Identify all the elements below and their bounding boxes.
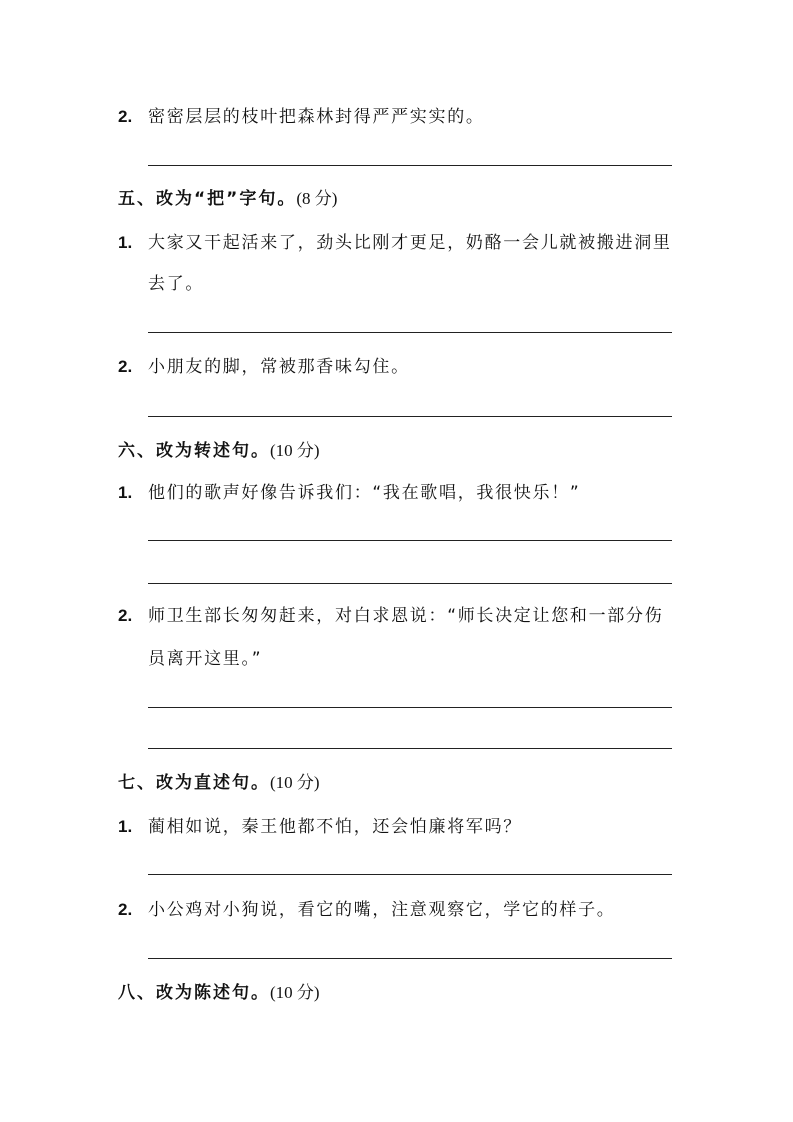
question-text: 蔺相如说，秦王他都不怕，还会怕廉将军吗？ bbox=[148, 817, 522, 837]
question-number: 1. bbox=[118, 233, 133, 252]
question-text: 大家又干起活来了，劲头比刚才更足，奶酪一会儿就被搬进洞里 bbox=[148, 233, 672, 253]
section-title: 六、改为转述句。 bbox=[118, 441, 270, 461]
question-s6-2-continuation bbox=[148, 648, 262, 670]
section-title: 五、改为“把”字句。 bbox=[118, 189, 297, 209]
question-number: 1. bbox=[118, 817, 133, 836]
question-number: 2. bbox=[118, 357, 133, 376]
section-heading-5 bbox=[118, 188, 337, 210]
question-s5-1 bbox=[118, 232, 672, 254]
question-number: 2. bbox=[118, 900, 133, 919]
question-number: 2. bbox=[118, 107, 133, 126]
answer-line bbox=[148, 165, 672, 166]
answer-line bbox=[148, 874, 672, 875]
question-s6-2 bbox=[118, 605, 663, 627]
section-title: 八、改为陈述句。 bbox=[118, 983, 270, 1003]
section-score: (8 分) bbox=[296, 189, 338, 208]
question-s7-2 bbox=[118, 899, 616, 921]
question-number: 2. bbox=[118, 606, 133, 625]
question-s5-1-continuation bbox=[148, 273, 204, 295]
section-score: (10 分) bbox=[270, 441, 320, 460]
section-heading-6 bbox=[118, 440, 320, 462]
answer-line bbox=[148, 958, 672, 959]
answer-line bbox=[148, 583, 672, 584]
question-s6-1 bbox=[118, 482, 580, 504]
question-text: 员离开这里。” bbox=[148, 649, 263, 669]
question-s5-2 bbox=[118, 356, 410, 378]
question-text: 小朋友的脚，常被那香味勾住。 bbox=[148, 357, 410, 377]
section-title: 七、改为直述句。 bbox=[118, 773, 270, 793]
section-score: (10 分) bbox=[270, 983, 320, 1002]
question-text: 他们的歌声好像告诉我们：“我在歌唱，我很快乐！” bbox=[148, 483, 581, 503]
answer-line bbox=[148, 416, 672, 417]
question-text: 小公鸡对小狗说，看它的嘴，注意观察它，学它的样子。 bbox=[148, 900, 616, 920]
answer-line bbox=[148, 332, 672, 333]
answer-line bbox=[148, 707, 672, 708]
question-s7-1 bbox=[118, 816, 522, 838]
question-number: 1. bbox=[118, 483, 133, 502]
question-text: 去了。 bbox=[148, 274, 205, 294]
answer-line bbox=[148, 748, 672, 749]
section-heading-7 bbox=[118, 772, 320, 794]
answer-line bbox=[148, 540, 672, 541]
section-score: (10 分) bbox=[270, 773, 320, 792]
section-heading-8 bbox=[118, 982, 320, 1004]
question-text: 师卫生部长匆匆赶来，对白求恩说：“师长决定让您和一部分伤 bbox=[148, 606, 664, 626]
question-s4-2 bbox=[118, 106, 485, 128]
question-text: 密密层层的枝叶把森林封得严严实实的。 bbox=[148, 107, 485, 127]
